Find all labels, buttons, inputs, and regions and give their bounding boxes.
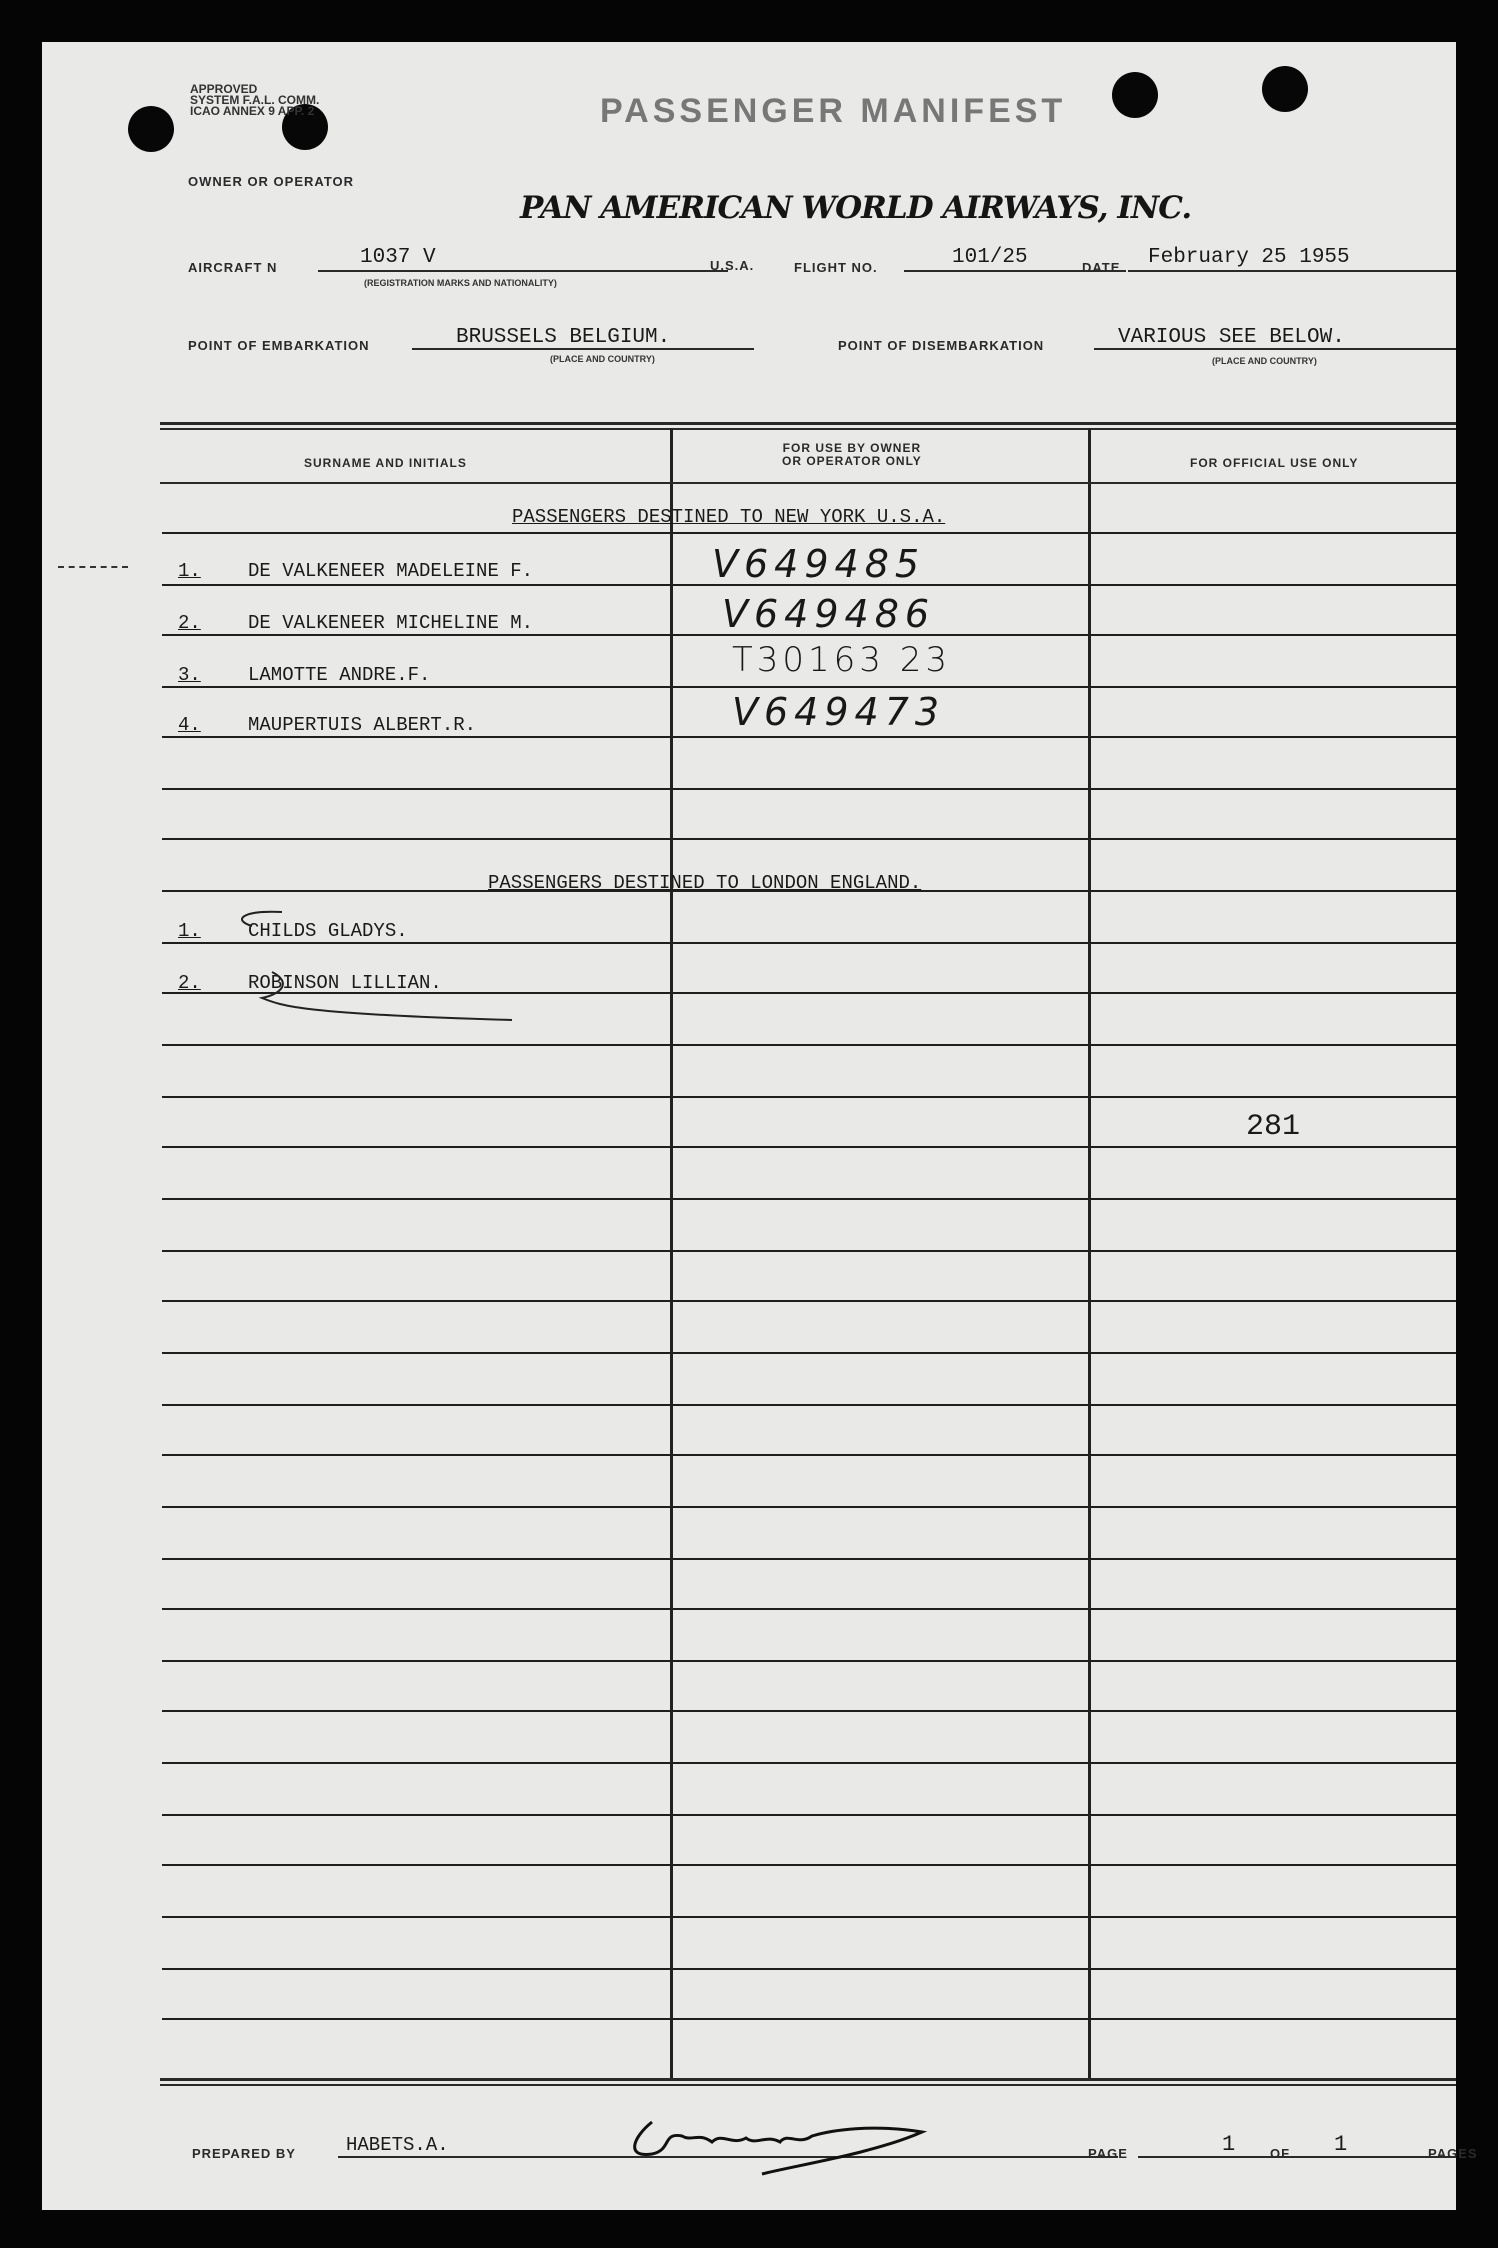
column-header-official: FOR OFFICIAL USE ONLY — [1190, 456, 1359, 470]
passenger-name: CHILDS GLADYS. — [248, 920, 408, 942]
signature — [622, 2102, 942, 2182]
embarkation-point: BRUSSELS BELGIUM. — [456, 326, 671, 349]
passenger-name: MAUPERTUIS ALBERT.R. — [248, 714, 477, 736]
flight-date: February 25 1955 — [1148, 246, 1350, 269]
flight-number-label: FLIGHT NO. — [794, 260, 878, 275]
passenger-number: 2. — [178, 972, 201, 994]
punch-hole — [128, 106, 174, 152]
flight-number: 101/25 — [952, 246, 1028, 269]
passenger-name: ROBINSON LILLIAN. — [248, 972, 442, 994]
country-label: U.S.A. — [710, 258, 755, 273]
owner-label: OWNER OR OPERATOR — [188, 174, 355, 189]
approval-note: APPROVED SYSTEM F.A.L. COMM. ICAO ANNEX 9 APP. 2 — [190, 82, 320, 118]
group-heading-new-york: PASSENGERS DESTINED TO NEW YORK U.S.A. — [512, 506, 946, 528]
document-title: PASSENGER MANIFEST — [600, 92, 1067, 130]
punch-hole — [1262, 66, 1308, 112]
aircraft-label: AIRCRAFT N — [188, 260, 278, 275]
date-label: DATE — [1082, 260, 1121, 275]
passenger-code-handwritten: V649486 — [722, 592, 936, 636]
passenger-number: 1. — [178, 560, 201, 582]
column-header-name: SURNAME AND INITIALS — [304, 456, 467, 470]
pages-label: PAGES — [1428, 2146, 1478, 2161]
embarkation-label: POINT OF EMBARKATION — [188, 338, 370, 353]
punch-hole — [1112, 72, 1158, 118]
operator-name: PAN AMERICAN WORLD AIRWAYS, INC. — [520, 190, 1192, 226]
group-heading-london: PASSENGERS DESTINED TO LONDON ENGLAND. — [488, 872, 922, 894]
passenger-code-handwritten: T30163 23 — [732, 640, 951, 680]
bracket-mark — [212, 902, 542, 1022]
prepared-by-label: PREPARED BY — [192, 2146, 296, 2161]
passenger-name: DE VALKENEER MADELEINE F. — [248, 560, 534, 582]
page-total: 1 — [1334, 2132, 1348, 2157]
aircraft-number: 1037 V — [360, 246, 436, 269]
page-label: PAGE — [1088, 2146, 1128, 2161]
disembarkation-note: (PLACE AND COUNTRY) — [1212, 356, 1317, 366]
disembarkation-label: POINT OF DISEMBARKATION — [838, 338, 1045, 353]
passenger-number: 3. — [178, 664, 201, 686]
column-divider — [1088, 428, 1091, 2080]
page-number: 1 — [1222, 2132, 1236, 2157]
stamp-number: 281 — [1246, 1110, 1301, 1144]
passenger-number: 4. — [178, 714, 201, 736]
passenger-number: 1. — [178, 920, 201, 942]
registration-note: (REGISTRATION MARKS AND NATIONALITY) — [364, 278, 557, 288]
passenger-name: LAMOTTE ANDRE.F. — [248, 664, 431, 686]
column-header-owner: FOR USE BY OWNER OR OPERATOR ONLY — [782, 441, 922, 468]
margin-tick — [58, 566, 128, 570]
passenger-number: 2. — [178, 612, 201, 634]
disembarkation-point: VARIOUS SEE BELOW. — [1118, 326, 1345, 349]
manifest-sheet — [42, 42, 1478, 2210]
prepared-by-name: HABETS.A. — [346, 2134, 449, 2156]
passenger-name: DE VALKENEER MICHELINE M. — [248, 612, 534, 634]
of-label: OF — [1270, 2146, 1291, 2161]
column-divider — [670, 428, 673, 2080]
passenger-code-handwritten: V649485 — [712, 542, 926, 586]
passenger-code-handwritten: V649473 — [732, 690, 946, 734]
embarkation-note: (PLACE AND COUNTRY) — [550, 354, 655, 364]
